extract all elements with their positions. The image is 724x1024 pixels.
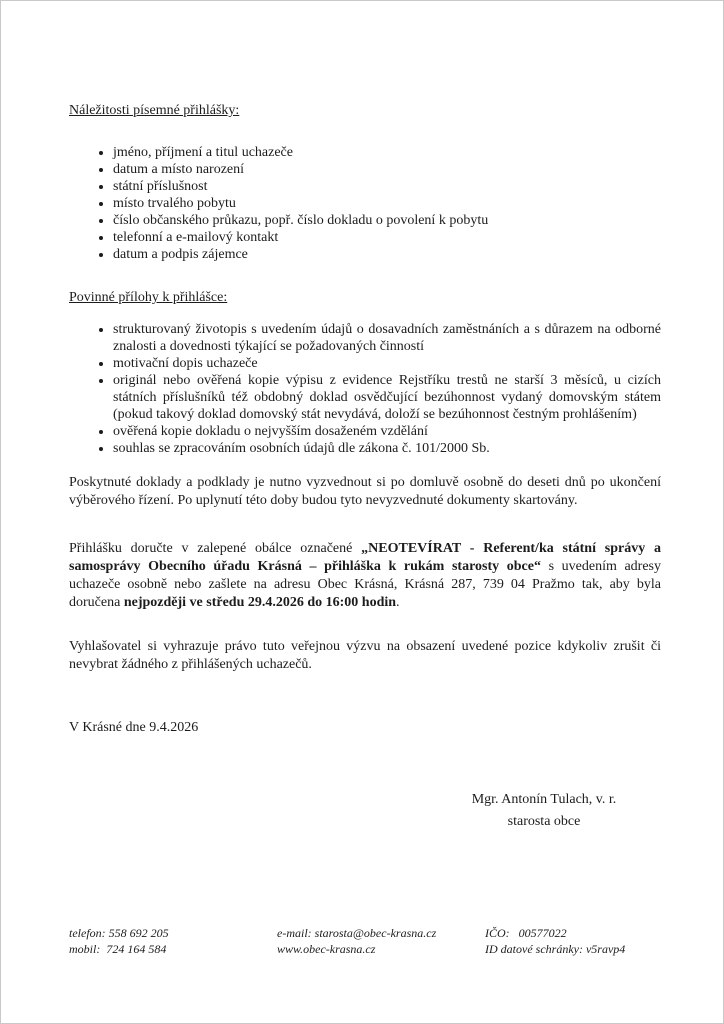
list-item: • jméno, příjmení a titul uchazeče [113, 144, 661, 161]
footer-databox: ID datové schránky: v5ravp4 [485, 941, 626, 956]
list-item: • motivační dopis uchazeče [113, 355, 661, 372]
list-item: • originál nebo ověřená kopie výpisu z evidence Rejstříku trestů ne starší 3 měsíců, u cizích státních příslušníků též obdobný doklad osvědčující bezúhonnost vydaný domovským státem (pokud takový doklad domovský stát nevydává, doloží se bezúhonnost čestným prohlášením) [113, 372, 661, 423]
envelope-address-text: s uvedením adresy uchazeče osobně nebo zašlete na adresu Obec Krásná, Krásná 287, 739 04 Pražmo tak, aby byla doručena [69, 559, 661, 610]
footer-telefon: telefon: 558 692 205 [69, 926, 169, 940]
footer-phone-column [69, 926, 277, 957]
signatory-title: starosta obce [507, 814, 581, 829]
list-item: • ověřená kopie dokladu o nejvyšším dosaženém vzdělání [113, 423, 661, 440]
envelope-text: Přihlášku doručte v zalepené obálce označené [69, 541, 362, 556]
footer-contact-block [69, 926, 661, 957]
signature-block [414, 789, 674, 833]
envelope-label-bold: „NEOTEVÍRAT - Referent/ka státní správy a samosprávy Obecního úřadu Krásná – přihláška k rukám starosty obce“ [69, 541, 661, 574]
footer-mobil: mobil: 724 164 584 [69, 941, 167, 956]
envelope-delivery-paragraph [69, 540, 661, 612]
list-item: • číslo občanského průkazu, popř. číslo dokladu o povolení k pobytu [113, 212, 661, 229]
sentence-period: . [396, 595, 400, 610]
list-item: • telefonní a e-mailový kontakt [113, 229, 661, 246]
section-heading-application-requirements: Náležitosti písemné přihlášky: [69, 103, 240, 118]
list-item: • datum a podpis zájemce [113, 246, 661, 263]
mandatory-attachments-list [69, 321, 661, 457]
footer-ico: IČO: 00577022 [485, 926, 567, 940]
cancellation-right-paragraph: Vyhlašovatel si vyhrazuje právo tuto veřejnou výzvu na obsazení uvedené pozice kdykoliv zrušit či nevybrat žádného z přihlášených uchazečů. [69, 639, 661, 672]
section-heading-mandatory-attachments: Povinné přílohy k přihlášce: [69, 290, 228, 305]
signatory-name: Mgr. Antonín Tulach, v. r. [471, 792, 617, 807]
deadline-bold: nejpozději ve středu 29.4.2026 do 16:00 hodin [123, 595, 397, 610]
list-item: • souhlas se zpracováním osobních údajů dle zákona č. 101/2000 Sb. [113, 440, 661, 457]
footer-email: e-mail: starosta@obec-krasna.cz [277, 926, 437, 940]
footer-ids-column [485, 926, 661, 957]
application-requirements-list [69, 144, 661, 263]
list-item: • datum a místo narození [113, 161, 661, 178]
footer-website: www.obec-krasna.cz [277, 941, 376, 956]
footer-web-column [277, 926, 485, 957]
list-item: • státní příslušnost [113, 178, 661, 195]
document-pickup-paragraph: Poskytnuté doklady a podklady je nutno vyzvednout si po domluvě osobně do deseti dnů po ukončení výběrového řízení. Po uplynutí této doby budou tyto nevyzvednuté dokumenty skartovány. [69, 475, 661, 508]
list-item: • strukturovaný životopis s uvedením údajů o dosavadních zaměstnáních a s důrazem na odborné znalosti a dovednosti týkající se požadovaných činností [113, 321, 661, 355]
list-item: • místo trvalého pobytu [113, 195, 661, 212]
place-date-line: V Krásné dne 9.4.2026 [69, 720, 199, 735]
